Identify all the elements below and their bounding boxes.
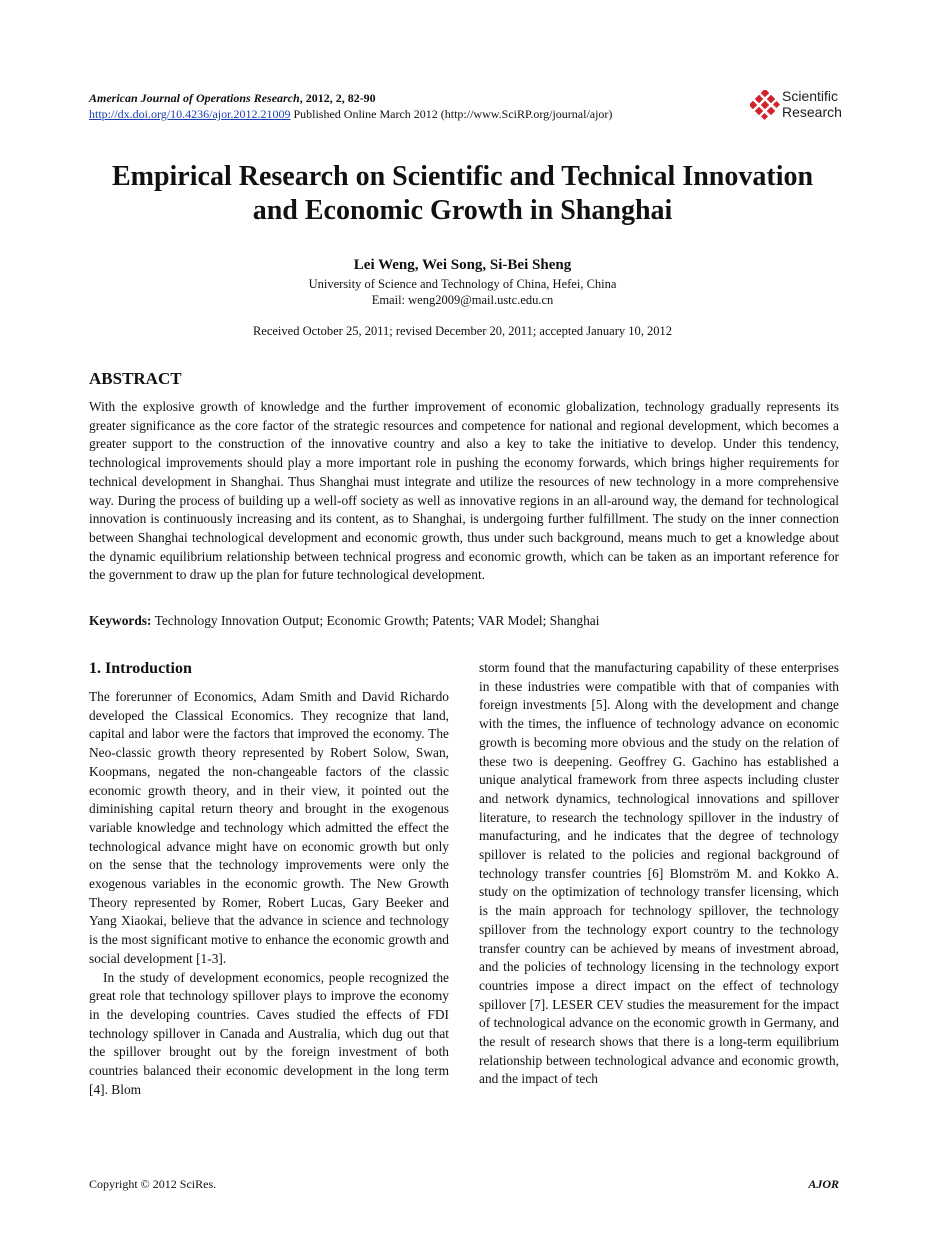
logo-text bbox=[782, 88, 842, 120]
publish-info: Published Online March 2012 (http://www.SciRP.org/journal/ajor) bbox=[290, 107, 613, 121]
intro-paragraph-1: The forerunner of Economics, Adam Smith and David Richardo developed the Classical Economics. They recognize that land, capital and labor were the factors that improved the economy. The Neo-classic growth theory represented by Robert Solow, Swan, Koopmans, negated the non-changeable factors of the classic economic growth theory, and in their view, it pointed out the diminishing capital return theory and brought in the exogenous variable knowledge and technology which admitted the effect the technological advance might have on economic growth but only on the sense that the technology improvements were only the exogenous variables in the economic growth. The New Growth Theory represented by Romer, Robert Lucas, Gary Beeker and Yang Xiaokai, believe that the advance in science and technology is the most significant motive to enhance the economic growth and social development [1-3]. bbox=[89, 689, 449, 966]
section-heading-introduction: 1. Introduction bbox=[89, 660, 192, 677]
publisher-logo bbox=[750, 88, 860, 124]
title-line-1: Empirical Research on Scientific and Technical Innovation bbox=[111, 161, 814, 192]
keywords bbox=[89, 612, 839, 630]
logo-line-1: Scientific bbox=[782, 88, 839, 104]
author-email: Email: weng2009@mail.ustc.edu.cn bbox=[371, 293, 554, 307]
received-dates: Received October 25, 2011; revised December 20, 2011; accepted January 10, 2012 bbox=[252, 324, 673, 338]
logo-line-2: Research bbox=[782, 104, 842, 120]
keywords-list: Technology Innovation Output; Economic Growth; Patents; VAR Model; Shanghai bbox=[151, 613, 600, 628]
doi-link[interactable]: http://dx.doi.org/10.4236/ajor.2012.21009 bbox=[89, 107, 291, 121]
left-column bbox=[89, 688, 449, 1099]
right-column bbox=[479, 659, 839, 1089]
journal-citation bbox=[89, 90, 729, 106]
journal-header bbox=[89, 90, 729, 122]
intro-paragraph-2: In the study of development economics, people recognized the great role that technology spillover plays to improve the economy in the developing countries. Caves studied the effects of FDI technology spillover in Canada and Australia, which dug out that the spillover brought out by the foreign investment of both countries balanced their economic development in the long term [4]. Blom bbox=[89, 969, 449, 1097]
journal-volume: , 2012, 2, 82-90 bbox=[299, 91, 376, 105]
author-list: Lei Weng, Wei Song, Si-Bei Sheng bbox=[353, 257, 572, 273]
keywords-label: Keywords: bbox=[89, 613, 152, 628]
title-line-2: and Economic Growth in Shanghai bbox=[252, 195, 673, 226]
footer-copyright: Copyright © 2012 SciRes. bbox=[89, 1177, 217, 1191]
journal-name: American Journal of Operations Research bbox=[89, 91, 300, 105]
abstract-text: With the explosive growth of knowledge and the further improvement of economic globalization, technology gradually represents its greater significance as the core factor of the strategic resources and competence for national and regional development, which becomes a greater support to the construction of the innovative country and also a key to take the initiative to develop. Under this tendency, technological improvements should play a more important role in pushing the economy forwards, which brings higher requirements for technical development in Shanghai. Thus Shanghai must integrate and utilize the resources of new technology in a more comprehensive way. During the process of building up a well-off society as well as innovative regions in an all-around way, the demand for technological innovation is continuously increasing and its content, as to Shanghai, is undergoing further fulfillment. The study on the inner connection between Shanghai technological development and economic growth, thus under such background, means much to get a knowledge about the dynamic equilibrium relationship between technical progress and economic growth, which can be taken as an important reference for the government to draw up the plan for future technological development. bbox=[89, 399, 839, 583]
abstract-heading: ABSTRACT bbox=[89, 369, 182, 388]
scirp-logo-icon bbox=[750, 90, 780, 120]
affiliation: University of Science and Technology of China, Hefei, China bbox=[308, 277, 617, 291]
doi-line bbox=[89, 106, 729, 122]
paper-title bbox=[60, 160, 865, 228]
intro-paragraph-2-continued: storm found that the manufacturing capability of these enterprises in these industries were compatible with that of companies with foreign investments [5]. Along with the development and change with the times, the influence of technology advance on economic growth is becoming more obvious and the study on the relation of these two is deepening. Geoffrey G. Gachino has established a unique analytical framework from three aspects including cluster and network dynamics, technological innovations and spillover literature, to research the technology spillover in the industry of manufacturing, and he indicates that the degree of technology spillover is related to the policies and regional background of technology transfer countries [6] Blomström M. and Kokko A. study on the optimization of technology transfer licensing, which is the main approach for technology spillover, the technology spillover from the technology export country to the technology transfer country can be achieved by means of investment abroad, and the policies of technology licensing in the technology export countries impose a direct impact on the effect of technology spillover [7]. LESER CEV studies the measurement for the impact of technological advance on the economic growth in Germany, and the result of research shows that there is a long-term equilibrium relationship between technological advance and economic growth, and the impact of tech bbox=[479, 660, 839, 1087]
footer-journal-abbr: AJOR bbox=[808, 1177, 839, 1191]
